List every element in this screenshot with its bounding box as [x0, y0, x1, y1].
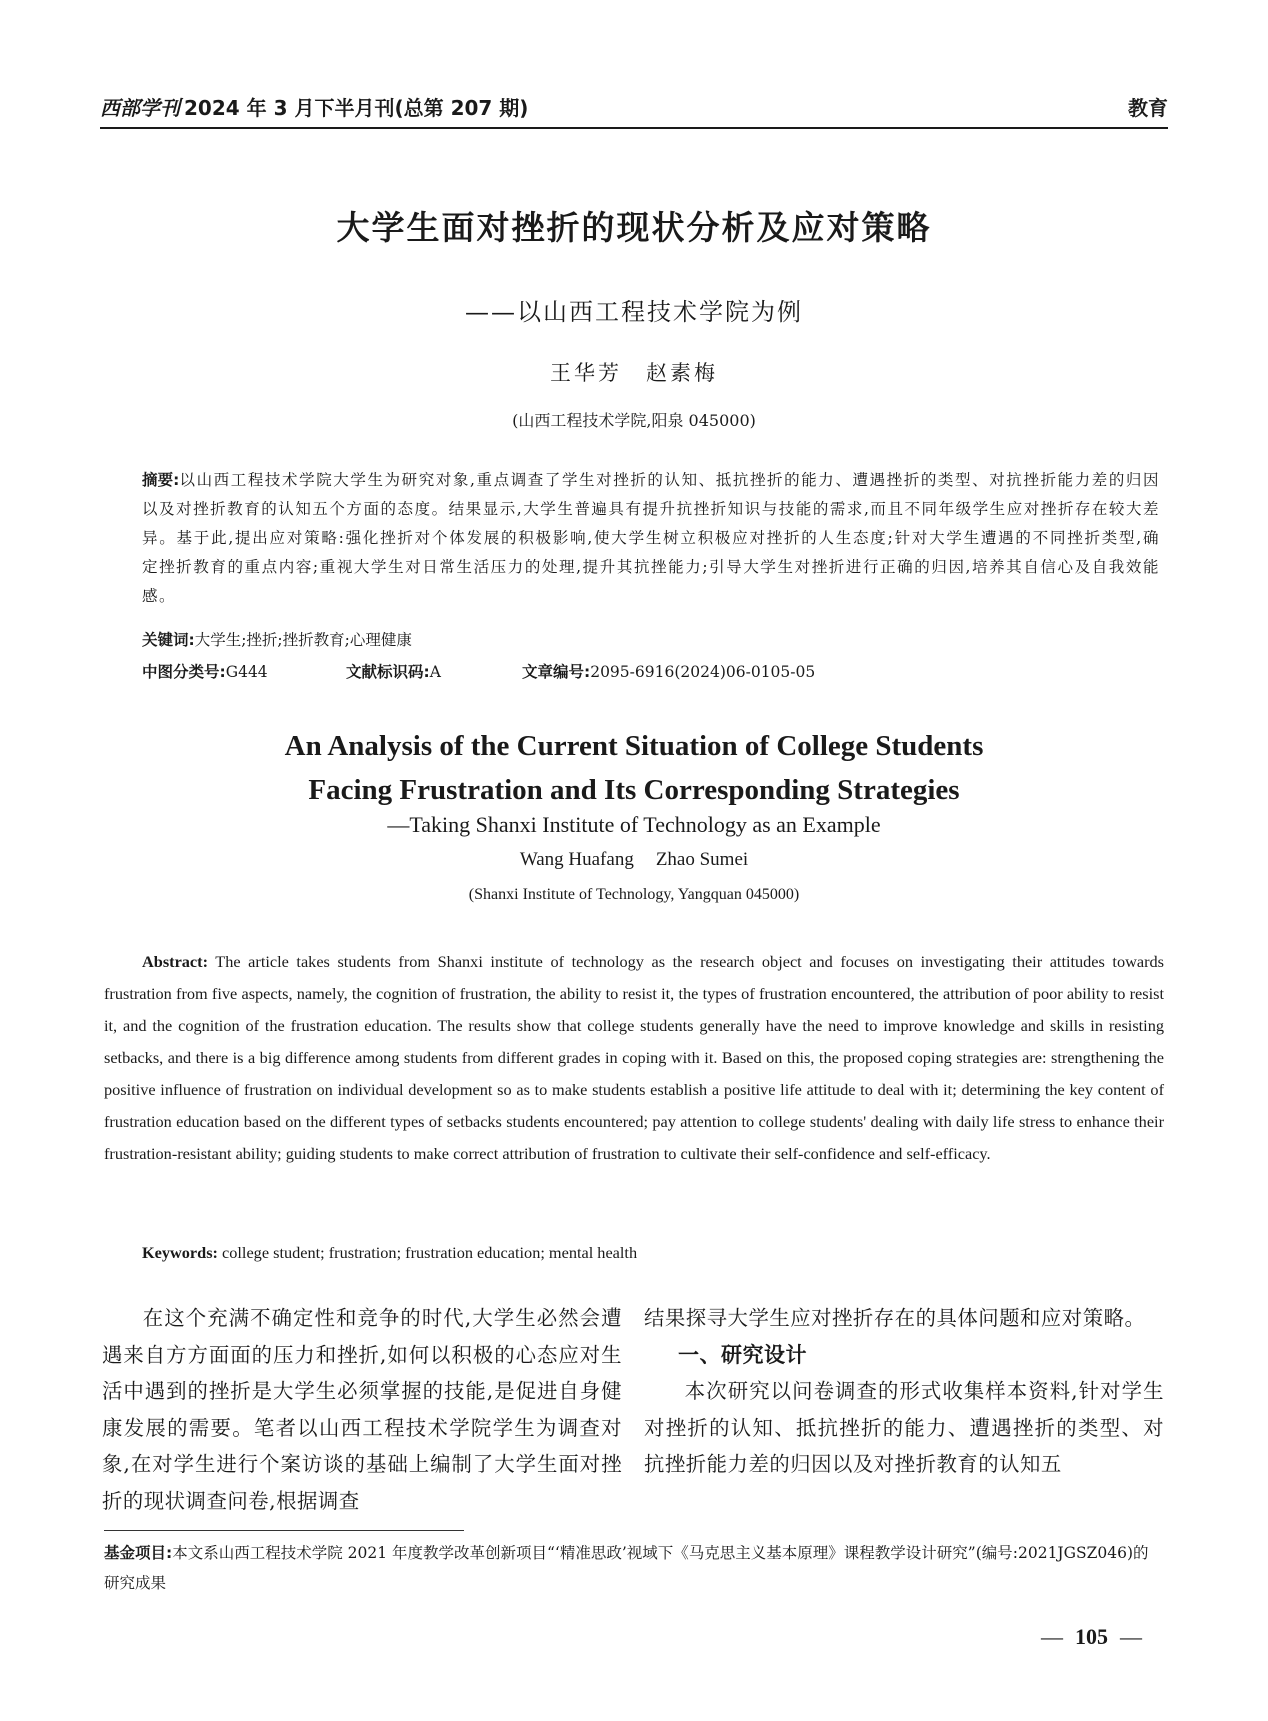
journal-logo: 西部学刊	[100, 96, 180, 120]
classification-row	[142, 658, 1160, 686]
title-en-line-2: Facing Frustration and Its Corresponding Strategies	[308, 774, 960, 806]
title-en-line-1: An Analysis of the Current Situation of College Students	[284, 730, 984, 762]
page-dash-left: —	[1041, 1624, 1063, 1649]
authors-cn: 王华芳 赵素梅	[550, 361, 718, 385]
body-column-left	[102, 1300, 622, 1519]
title-en	[0, 724, 1268, 812]
abstract-cn-label: 摘要:	[142, 471, 180, 489]
keywords-cn-label: 关键词:	[142, 631, 195, 649]
page-number-value: 105	[1075, 1624, 1108, 1649]
footnote-text: 本文系山西工程技术学院 2021 年度教学改革创新项目“‘精准思政’视域下《马克思主义基本原理》课程教学设计研究”(编号:2021JGSZ046)的研究成果	[104, 1544, 1149, 1592]
article-number-label: 文章编号:	[522, 663, 591, 681]
doc-code-label: 文献标识码:	[346, 663, 430, 681]
footnote-funding	[104, 1538, 1164, 1598]
abstract-cn-text: 以山西工程技术学院大学生为研究对象,重点调查了学生对挫折的认知、抵抗挫折的能力、遭遇挫折的类型、对抗挫折能力差的归因以及对挫折教育的认知五个方面的态度。结果显示,大学生普遍具有提升抗挫折知识与技能的需求,而且不同年级学生应对挫折存在较大差异。基于此,提出应对策略:强化挫折对个体发展的积极影响,使大学生树立积极应对挫折的人生态度;针对大学生遭遇的不同挫折类型,确定挫折教育的重点内容;重视大学生对日常生活压力的处理,提升其抗挫能力;引导大学生对挫折进行正确的归因,培养其自信心及自我效能感。	[142, 471, 1161, 605]
clc-label: 中图分类号:	[142, 663, 226, 681]
title-cn: 大学生面对挫折的现状分析及应对策略	[336, 208, 932, 247]
subtitle-cn: ——以山西工程技术学院为例	[465, 298, 803, 326]
footnote-label: 基金项目:	[104, 1544, 173, 1562]
author-en-2: Zhao Sumei	[655, 849, 749, 870]
article-number-value: 2095-6916(2024)06-0105-05	[590, 663, 816, 681]
header-rule	[100, 127, 1168, 129]
section-name: 教育	[1128, 96, 1168, 120]
body-paragraph-continuation: 结果探寻大学生应对挫折存在的具体问题和应对策略。	[644, 1306, 1146, 1330]
issue-info: 2024 年 3 月下半月刊(总第 207 期)	[184, 96, 529, 120]
authors-en	[0, 849, 1268, 871]
clc-value: G444	[225, 663, 268, 681]
page-dash-right: —	[1120, 1624, 1142, 1649]
affiliation-cn: (山西工程技术学院,阳泉 045000)	[512, 411, 756, 430]
body-paragraph-intro: 在这个充满不确定性和竞争的时代,大学生必然会遭遇来自方方面面的压力和挫折,如何以积极的心态应对生活中遇到的挫折是大学生必须掌握的技能,是促进自身健康发展的需要。笔者以山西工程技术学院学生为调查对象,在对学生进行个案访谈的基础上编制了大学生面对挫折的现状调查问卷,根据调查	[102, 1306, 622, 1513]
keywords-en-text: college student; frustration; frustration education; mental health	[222, 1243, 638, 1262]
clc-number	[142, 658, 346, 686]
article-number	[522, 658, 815, 686]
footnote-rule	[104, 1530, 464, 1531]
page-number	[1029, 1624, 1154, 1650]
subtitle-en: —Taking Shanxi Institute of Technology as an Example	[387, 812, 881, 837]
doc-code	[346, 658, 522, 686]
abstract-en-label: Abstract:	[142, 952, 209, 971]
body-paragraph-design: 本次研究以问卷调查的形式收集样本资料,针对学生对挫折的认知、抵抗挫折的能力、遭遇挫折的类型、对抗挫折能力差的归因以及对挫折教育的认知五	[644, 1379, 1164, 1476]
abstract-en	[104, 946, 1164, 1170]
affiliation-en: (Shanxi Institute of Technology, Yangquan 045000)	[468, 886, 800, 903]
abstract-cn	[142, 466, 1160, 611]
section-heading: 一、研究设计	[678, 1342, 807, 1367]
doc-code-value: A	[429, 663, 441, 681]
journal-issue	[100, 92, 528, 121]
keywords-cn	[142, 626, 1160, 654]
keywords-cn-text: 大学生;挫折;挫折教育;心理健康	[194, 631, 412, 649]
keywords-en-label: Keywords:	[142, 1243, 218, 1262]
keywords-en	[142, 1238, 1164, 1268]
running-header	[100, 90, 1168, 122]
author-en-1: Wang Huafang	[519, 849, 634, 870]
body-column-right	[644, 1300, 1164, 1483]
abstract-en-text: The article takes students from Shanxi institute of technology as the research object and focuses on investigating their attitudes towards frustration from five aspects, namely, the cognition of frustration, the ability to resist it, the types of frustration encountered, the attribution of poor ability to resist it, and the cognition of the frustration education. The results show that college students generally have the need to improve knowledge and skills in resisting setbacks, and there is a big difference among students from different grades in coping with it. Based on this, the proposed coping strategies are: strengthening the positive influence of frustration on individual development so as to make students establish a positive life attitude to deal with it; determining the key content of frustration education based on the different types of setbacks students encountered; pay attention to college students' dealing with daily life stress to enhance their frustration-resistant ability; guiding students to make correct attribution of frustration to cultivate their self-confidence and self-efficacy.	[104, 952, 1164, 1163]
